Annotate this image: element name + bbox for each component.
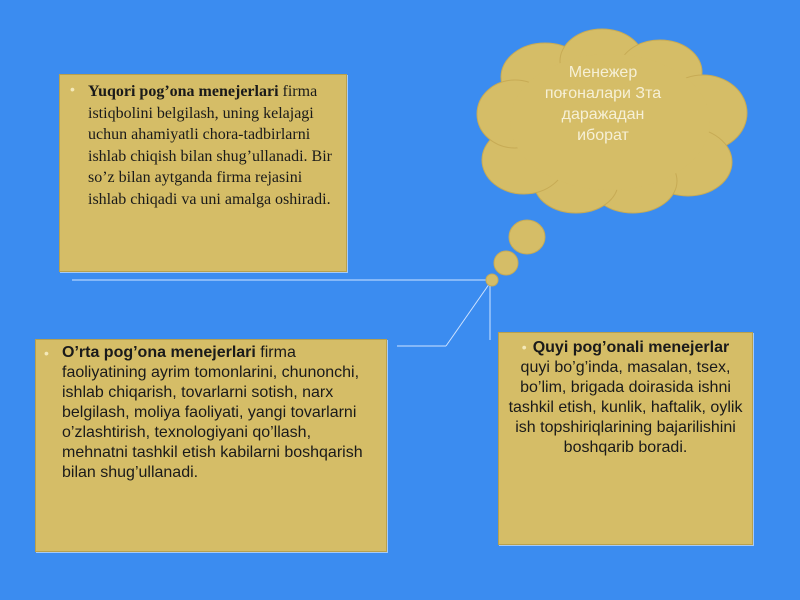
lower-level-managers-box (498, 332, 753, 545)
top-level-body: firma istiqbolini belgilash, uning kelajagi uchun ahamiyatli chora-tadbirlarni ishlab chiqish bilan shug’ullanadi. Bir so’z bilan aytganda firma rejasini ishlab chiqadi va uni amalga oshiradi. (88, 83, 332, 208)
top-level-heading: Yuqori pog’ona menejerlari (88, 83, 279, 100)
bullet-icon: • (44, 345, 49, 361)
middle-level-managers-box (35, 339, 387, 552)
cloud-caption: Менежер поғоналари Зта даражадан иборат (544, 64, 662, 144)
middle-level-body: firma faoliyatining ayrim tomonlarini, chunonchi, ishlab chiqarish, tovarlarni sotish, narx belgilash, moliya faoliyati, yangi tovarlarni o’zlashtirish, texnologiyani qo’llash, mehnatni tashkil etish kabilarni boshqarish bilan shug’ullanadi. (62, 344, 363, 481)
bullet-icon: • (70, 81, 75, 97)
bullet-icon: • (521, 339, 527, 355)
top-level-managers-box (59, 74, 347, 272)
middle-level-heading: O’rta pog’ona menejerlari (62, 344, 256, 361)
lower-level-body: quyi bo’g’inda, masalan, tsex, bo’lim, brigada doirasida ishni tashkil etish, kunlik, haftalik, oylik ish topshiriqlarining bajarilishini boshqarib boradi. (508, 359, 743, 456)
cloud-bubble-medium (494, 251, 518, 275)
cloud-bubble-small (486, 274, 498, 286)
lower-level-heading: Quyi pog’onali menejerlar (532, 339, 730, 356)
cloud-bubble-large (509, 220, 545, 254)
